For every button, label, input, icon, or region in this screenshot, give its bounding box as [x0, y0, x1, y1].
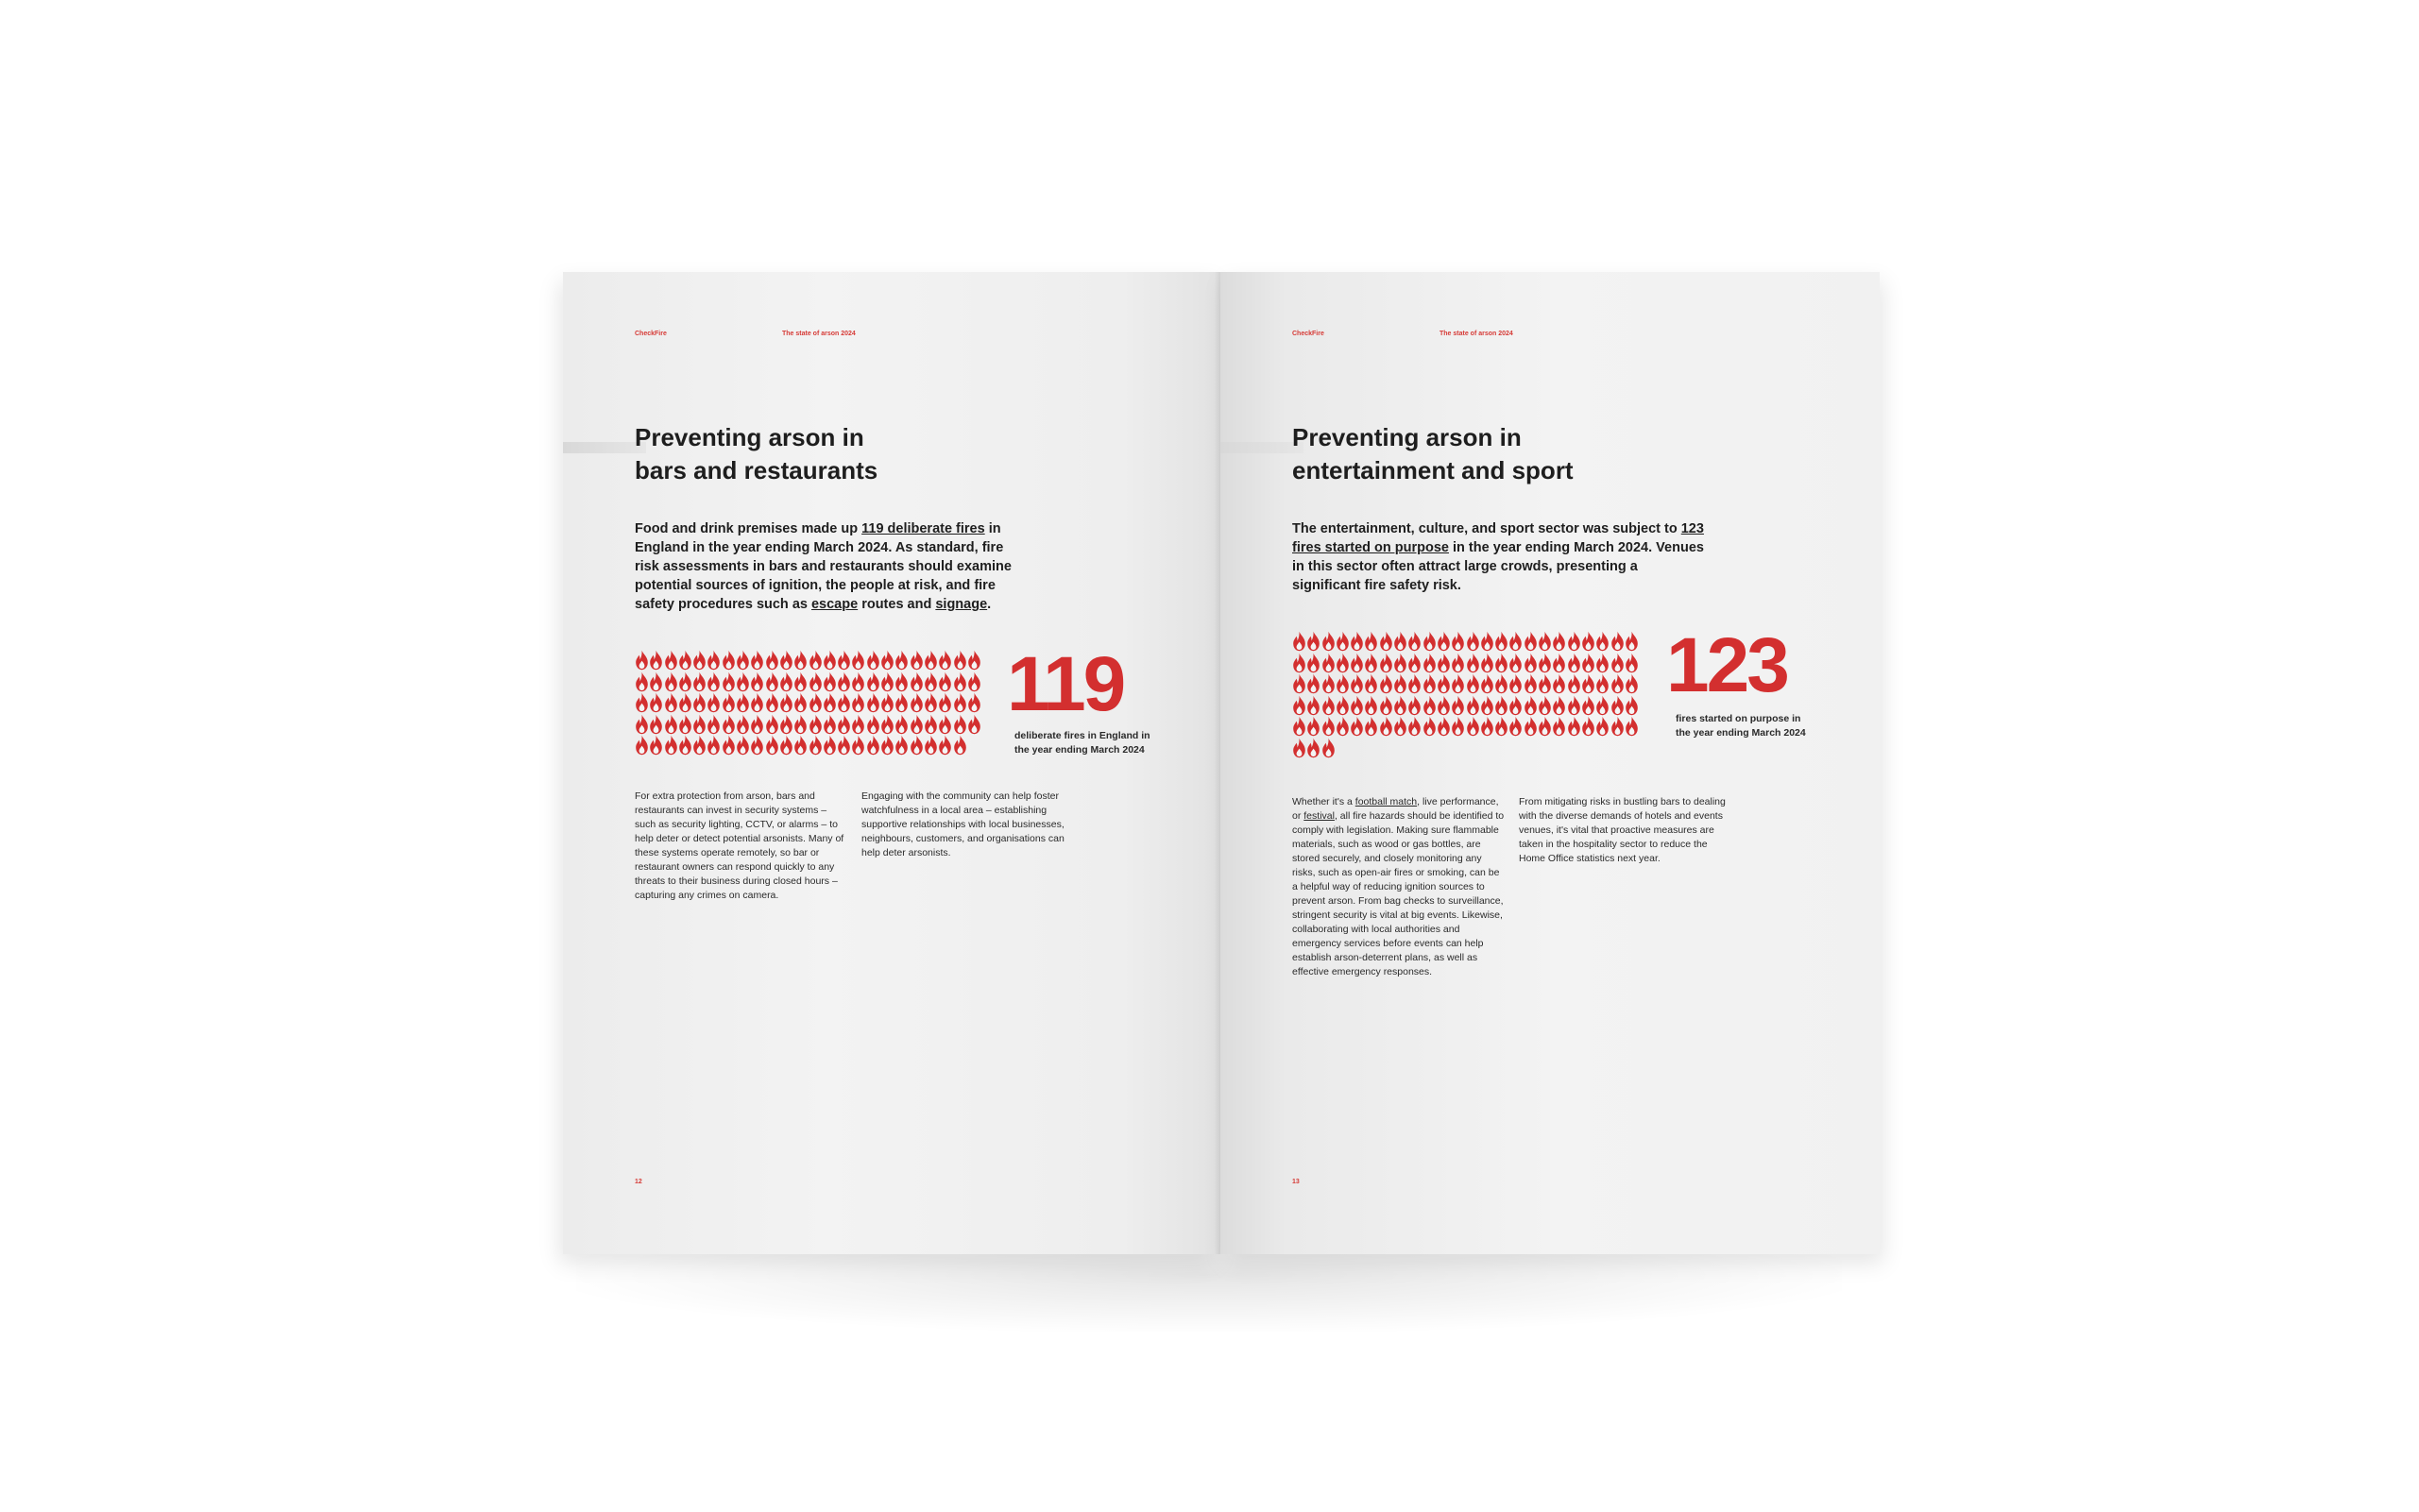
flame-icon — [1437, 695, 1451, 716]
flame-icon — [1625, 716, 1639, 737]
flame-icon — [851, 650, 865, 671]
flame-icon — [736, 692, 750, 713]
flame-icon — [823, 714, 837, 735]
flame-icon — [1321, 716, 1336, 737]
flame-icon — [765, 650, 779, 671]
body-column-1: For extra protection from arson, bars and restaurants can invest in security systems – such as security lighting, CCTV, or alarms – to help deter or detect potential arsonists. Many of these systems operate remotely, so bar or restaurant owners can respond quickly to any threats to their business during closed hours – capturing any crimes on camera. — [635, 790, 844, 901]
flame-icon — [1292, 673, 1306, 694]
flame-icon — [910, 735, 924, 756]
flame-icon — [1437, 716, 1451, 737]
flame-icon — [793, 650, 808, 671]
flame-icon — [1595, 653, 1610, 673]
flame-icon — [809, 714, 823, 735]
text-link: 123 fires started on purpose — [1292, 521, 1704, 555]
flame-icon — [765, 714, 779, 735]
body-column-1: Whether it's a football match, live performance, or festival, all fire hazards should be identified to comply with legislation. Making sure flammable materials, such as wood or gas bottles, are stored securely, and closely monitoring any risks, such as open-air fires or smoking, can be a helpful way of reducing ignition sources to prevent arson. From bag checks to surveillance, stringent security is vital at big events. Likewise, collaborating with local authorities and emergency services before events can help establish arson-deterrent plans, as well as effective emergency responses. — [1292, 796, 1505, 977]
flame-icon — [837, 735, 851, 756]
flame-icon — [938, 735, 952, 756]
flame-icon — [851, 714, 865, 735]
flame-icon — [1538, 673, 1552, 694]
flame-icon — [1364, 653, 1378, 673]
flame-icon — [765, 671, 779, 692]
flame-icon — [1350, 631, 1364, 652]
flame-icon — [678, 671, 692, 692]
flame-icon — [1364, 695, 1378, 716]
flame-icon — [707, 671, 721, 692]
flame-icon — [894, 714, 909, 735]
flame-icon — [779, 671, 793, 692]
flame-icon — [1494, 673, 1508, 694]
flame-icon — [707, 692, 721, 713]
flame-icon — [1567, 673, 1581, 694]
flame-icon — [1610, 653, 1625, 673]
flame-icon — [736, 650, 750, 671]
flame-icon — [1508, 673, 1523, 694]
flame-icon — [1336, 631, 1350, 652]
flame-icon — [866, 671, 880, 692]
flame-icon — [1321, 738, 1336, 758]
flame-icon — [1567, 716, 1581, 737]
flame-icon — [649, 650, 663, 671]
flame-icon — [692, 714, 707, 735]
flame-icon — [722, 692, 736, 713]
flame-icon — [1336, 653, 1350, 673]
flame-icon — [938, 692, 952, 713]
flame-icon — [1552, 631, 1566, 652]
flame-icon — [894, 692, 909, 713]
flame-icon — [894, 650, 909, 671]
flame-icon — [1480, 631, 1494, 652]
flame-icon — [1379, 716, 1393, 737]
stat-caption: fires started on purpose in the year ending March 2024 — [1676, 713, 1806, 739]
flame-icon — [1407, 631, 1422, 652]
flame-icon — [750, 735, 764, 756]
flame-icon — [678, 650, 692, 671]
flame-icon — [1364, 631, 1378, 652]
flame-icon — [1508, 653, 1523, 673]
flame-icon — [779, 692, 793, 713]
flame-icon — [664, 735, 678, 756]
flame-icon — [1306, 716, 1320, 737]
flame-icon — [1524, 631, 1538, 652]
flame-grid — [1292, 631, 1639, 758]
flame-icon — [1595, 716, 1610, 737]
flame-icon — [649, 671, 663, 692]
flame-icon — [1379, 695, 1393, 716]
page-number: 12 — [635, 1179, 642, 1185]
text-link: escape — [810, 597, 859, 612]
flame-icon — [1567, 631, 1581, 652]
flame-icon — [866, 714, 880, 735]
flame-icon — [1379, 631, 1393, 652]
flame-icon — [793, 714, 808, 735]
flame-icon — [1451, 631, 1465, 652]
flame-icon — [1321, 631, 1336, 652]
header-brand: CheckFire — [1292, 331, 1324, 337]
flame-icon — [1567, 653, 1581, 673]
flame-icon — [1610, 695, 1625, 716]
flame-icon — [1581, 653, 1595, 673]
flame-icon — [750, 671, 764, 692]
flame-icon — [1466, 695, 1480, 716]
flame-icon — [779, 735, 793, 756]
flame-icon — [1393, 673, 1407, 694]
flame-icon — [1466, 716, 1480, 737]
flame-icon — [1494, 631, 1508, 652]
flame-icon — [1494, 716, 1508, 737]
flame-icon — [692, 671, 707, 692]
flame-icon — [736, 671, 750, 692]
flame-icon — [851, 692, 865, 713]
flame-icon — [967, 671, 981, 692]
flame-icon — [649, 692, 663, 713]
flame-icon — [1422, 695, 1437, 716]
body-column-2: From mitigating risks in bustling bars to dealing with the diverse demands of hotels and events venues, it's vital that proactive measures are taken in the hospitality sector to reduce the Home Office statistics next year. — [1519, 796, 1726, 864]
right-page — [1220, 272, 1880, 1254]
flame-icon — [707, 714, 721, 735]
flame-icon — [750, 692, 764, 713]
flame-icon — [1321, 673, 1336, 694]
flame-icon — [851, 671, 865, 692]
flame-icon — [664, 671, 678, 692]
flame-icon — [837, 714, 851, 735]
flame-icon — [1451, 716, 1465, 737]
flame-icon — [953, 714, 967, 735]
flame-icon — [953, 650, 967, 671]
flame-icon — [692, 735, 707, 756]
title-accent-bar — [1220, 442, 1303, 453]
flame-icon — [1306, 631, 1320, 652]
text-link: signage — [935, 597, 988, 612]
flame-icon — [866, 650, 880, 671]
flame-icon — [793, 735, 808, 756]
flame-icon — [678, 735, 692, 756]
flame-icon — [1451, 695, 1465, 716]
flame-icon — [809, 735, 823, 756]
flame-icon — [692, 650, 707, 671]
flame-icon — [793, 671, 808, 692]
flame-icon — [1407, 653, 1422, 673]
flame-icon — [880, 671, 894, 692]
flame-icon — [635, 735, 649, 756]
flame-icon — [1538, 631, 1552, 652]
flame-icon — [894, 671, 909, 692]
flame-icon — [722, 735, 736, 756]
flame-icon — [1292, 738, 1306, 758]
flame-icon — [1538, 695, 1552, 716]
flame-icon — [1480, 716, 1494, 737]
flame-icon — [678, 714, 692, 735]
flame-icon — [635, 714, 649, 735]
title-accent-bar — [563, 442, 646, 453]
flame-icon — [924, 735, 938, 756]
page-title: Preventing arson in bars and restaurants — [635, 423, 878, 484]
flame-icon — [635, 650, 649, 671]
flame-icon — [1581, 695, 1595, 716]
flame-icon — [1581, 716, 1595, 737]
flame-icon — [765, 735, 779, 756]
intro-paragraph: Food and drink premises made up 119 deliberate fires in England in the year ending March 2024. As standard, fire risk assessments in bars and restaurants should examine potential sources of ignition, the people at risk, and fire safety procedures such as escape routes and signage. — [635, 521, 1012, 612]
text-link: 119 deliberate fires — [861, 521, 985, 536]
flame-icon — [1552, 653, 1566, 673]
flame-icon — [967, 650, 981, 671]
flame-icon — [1422, 653, 1437, 673]
flame-icon — [1581, 631, 1595, 652]
flame-icon — [809, 671, 823, 692]
flame-icon — [736, 714, 750, 735]
flame-icon — [837, 692, 851, 713]
flame-icon — [880, 692, 894, 713]
flame-icon — [779, 714, 793, 735]
flame-icon — [1508, 631, 1523, 652]
flame-icon — [1451, 653, 1465, 673]
flame-icon — [866, 692, 880, 713]
flame-icon — [1306, 695, 1320, 716]
flame-icon — [953, 692, 967, 713]
flame-icon — [1292, 653, 1306, 673]
flame-icon — [823, 671, 837, 692]
flame-icon — [1610, 673, 1625, 694]
flame-icon — [1364, 716, 1378, 737]
flame-icon — [1524, 673, 1538, 694]
flame-icon — [1306, 738, 1320, 758]
flame-icon — [910, 692, 924, 713]
text-link: football match — [1354, 796, 1418, 807]
flame-icon — [1336, 695, 1350, 716]
flame-icon — [953, 671, 967, 692]
flame-icon — [938, 714, 952, 735]
flame-icon — [1292, 716, 1306, 737]
flame-icon — [736, 735, 750, 756]
flame-icon — [1538, 716, 1552, 737]
flame-icon — [1595, 695, 1610, 716]
flame-icon — [1625, 653, 1639, 673]
flame-icon — [1393, 631, 1407, 652]
flame-icon — [1581, 673, 1595, 694]
flame-icon — [851, 735, 865, 756]
flame-icon — [823, 650, 837, 671]
flame-icon — [924, 714, 938, 735]
flame-icon — [910, 671, 924, 692]
flame-icon — [1437, 653, 1451, 673]
flame-icon — [1552, 695, 1566, 716]
flame-icon — [866, 735, 880, 756]
flame-icon — [649, 735, 663, 756]
flame-icon — [664, 692, 678, 713]
flame-icon — [1480, 673, 1494, 694]
flame-icon — [1625, 695, 1639, 716]
flame-icon — [664, 714, 678, 735]
header-document-title: The state of arson 2024 — [782, 331, 856, 337]
flame-icon — [1422, 716, 1437, 737]
flame-icon — [1480, 653, 1494, 673]
flame-icon — [924, 671, 938, 692]
flame-icon — [880, 714, 894, 735]
flame-icon — [707, 650, 721, 671]
flame-icon — [938, 671, 952, 692]
flame-icon — [1336, 673, 1350, 694]
flame-icon — [1524, 695, 1538, 716]
flame-icon — [1393, 716, 1407, 737]
flame-icon — [635, 671, 649, 692]
flame-icon — [1494, 695, 1508, 716]
flame-icon — [1610, 716, 1625, 737]
stat-number: 123 — [1666, 622, 1787, 708]
flame-icon — [1393, 653, 1407, 673]
flame-icon — [823, 692, 837, 713]
flame-icon — [750, 714, 764, 735]
flame-icon — [809, 650, 823, 671]
flame-icon — [722, 650, 736, 671]
flame-icon — [910, 714, 924, 735]
flame-icon — [1552, 673, 1566, 694]
flame-icon — [722, 671, 736, 692]
flame-icon — [837, 650, 851, 671]
page-title: Preventing arson in entertainment and sport — [1292, 423, 1574, 484]
flame-icon — [649, 714, 663, 735]
flame-icon — [1292, 695, 1306, 716]
flame-icon — [722, 714, 736, 735]
flame-icon — [1466, 673, 1480, 694]
flame-icon — [1567, 695, 1581, 716]
body-column-2: Engaging with the community can help foster watchfulness in a local area – establishing supportive relationships with local businesses, neighbours, customers, and organisations can help deter arsonists. — [861, 790, 1065, 858]
left-page — [563, 272, 1220, 1254]
flame-icon — [823, 735, 837, 756]
flame-icon — [924, 650, 938, 671]
flame-icon — [1610, 631, 1625, 652]
flame-icon — [1407, 716, 1422, 737]
flame-icon — [707, 735, 721, 756]
intro-paragraph: The entertainment, culture, and sport sector was subject to 123 fires started on purpose in the year ending March 2024. Venues in this sector often attract large crowds, presenting a significant fire safety risk. — [1292, 521, 1704, 593]
flame-icon — [1538, 653, 1552, 673]
flame-icon — [1437, 673, 1451, 694]
flame-icon — [880, 650, 894, 671]
flame-icon — [779, 650, 793, 671]
flame-icon — [1466, 653, 1480, 673]
flame-icon — [1508, 695, 1523, 716]
flame-icon — [1595, 631, 1610, 652]
flame-icon — [750, 650, 764, 671]
flame-icon — [1306, 653, 1320, 673]
flame-icon — [765, 692, 779, 713]
stat-caption: deliberate fires in England in the year ending March 2024 — [1014, 730, 1150, 756]
flame-icon — [1393, 695, 1407, 716]
flame-icon — [1524, 653, 1538, 673]
flame-icon — [1350, 673, 1364, 694]
flame-icon — [1437, 631, 1451, 652]
flame-icon — [910, 650, 924, 671]
header-brand: CheckFire — [635, 331, 667, 337]
flame-icon — [678, 692, 692, 713]
flame-icon — [938, 650, 952, 671]
flame-icon — [967, 714, 981, 735]
flame-icon — [1321, 695, 1336, 716]
flame-icon — [1508, 716, 1523, 737]
flame-icon — [1625, 631, 1639, 652]
flame-icon — [1422, 673, 1437, 694]
flame-grid — [635, 650, 981, 756]
text-link: festival — [1303, 810, 1335, 822]
page-number: 13 — [1292, 1179, 1300, 1185]
flame-icon — [924, 692, 938, 713]
flame-icon — [692, 692, 707, 713]
flame-icon — [1407, 673, 1422, 694]
flame-icon — [1350, 653, 1364, 673]
flame-icon — [1466, 631, 1480, 652]
flame-icon — [894, 735, 909, 756]
flame-icon — [1379, 653, 1393, 673]
flame-icon — [1422, 631, 1437, 652]
flame-icon — [880, 735, 894, 756]
stat-number: 119 — [1007, 641, 1124, 727]
flame-icon — [1379, 673, 1393, 694]
flame-icon — [1364, 673, 1378, 694]
flame-icon — [1306, 673, 1320, 694]
flame-icon — [809, 692, 823, 713]
flame-icon — [1494, 653, 1508, 673]
flame-icon — [1350, 716, 1364, 737]
flame-icon — [1524, 716, 1538, 737]
flame-icon — [953, 735, 967, 756]
flame-icon — [635, 692, 649, 713]
flame-icon — [1451, 673, 1465, 694]
flame-icon — [1321, 653, 1336, 673]
flame-icon — [664, 650, 678, 671]
flame-icon — [1336, 716, 1350, 737]
header-document-title: The state of arson 2024 — [1439, 331, 1513, 337]
flame-icon — [1350, 695, 1364, 716]
flame-icon — [1595, 673, 1610, 694]
flame-icon — [1625, 673, 1639, 694]
flame-icon — [1480, 695, 1494, 716]
flame-icon — [1552, 716, 1566, 737]
flame-icon — [1407, 695, 1422, 716]
flame-icon — [837, 671, 851, 692]
flame-icon — [793, 692, 808, 713]
flame-icon — [967, 692, 981, 713]
flame-icon — [1292, 631, 1306, 652]
